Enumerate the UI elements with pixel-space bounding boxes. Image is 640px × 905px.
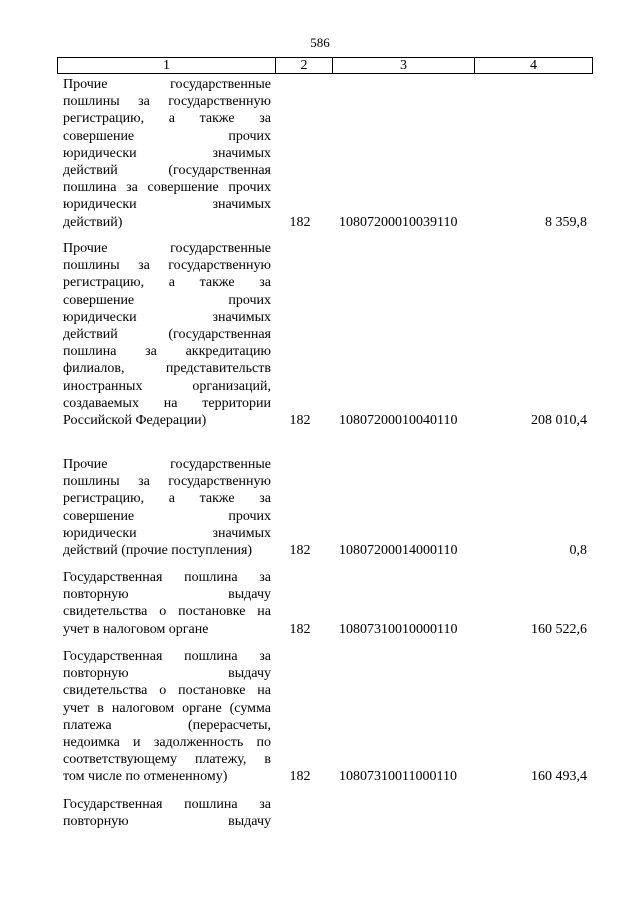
header-col-4: 4 xyxy=(474,58,592,73)
description-line: повторную выдачу xyxy=(63,666,271,682)
description-line: свидетельства о постановке на xyxy=(63,604,271,620)
amount-cell: 208 010,4 xyxy=(531,413,587,428)
header-col-1: 1 xyxy=(163,58,170,73)
description-line: юридически значимых xyxy=(63,525,271,541)
table-header xyxy=(57,57,593,74)
description-line: совершение прочих xyxy=(63,128,271,144)
description-line: повторную выдачу xyxy=(63,814,271,830)
description-line: юридически значимых xyxy=(63,197,271,213)
description-line: юридически значимых xyxy=(63,309,271,325)
description-line: пошлина за совершение прочих xyxy=(63,180,271,196)
description-line: соответствующему платежу, в xyxy=(63,752,271,768)
description-line: Государственная пошлина за xyxy=(63,797,271,812)
description-line: регистрацию, а также за xyxy=(63,111,271,127)
description-line: Российской Федерации) xyxy=(63,413,207,429)
amount-cell: 8 359,8 xyxy=(545,214,587,230)
code-cell: 182 xyxy=(289,214,311,230)
header-col-2: 2 xyxy=(275,58,332,73)
description-line: пошлина за аккредитацию xyxy=(63,344,271,360)
kbk-cell: 10807310011000110 xyxy=(339,769,457,785)
header-col-3: 3 xyxy=(332,58,474,73)
amount-cell: 160 493,4 xyxy=(531,769,587,785)
kbk-cell: 10807200010039110 xyxy=(339,214,458,230)
description-line: регистрацию, а также за xyxy=(63,491,271,507)
description-line: действий (государственная xyxy=(63,163,271,179)
description-line: Прочие государственные xyxy=(63,457,271,472)
row-description xyxy=(63,240,271,429)
description-line: учет в налоговом органе (сумма xyxy=(63,700,271,716)
row-description xyxy=(63,796,271,830)
description-line: создаваемых на территории xyxy=(63,395,271,411)
kbk-cell: 10807200014000110 xyxy=(339,543,458,558)
description-line: действий (прочие поступления) xyxy=(63,543,253,559)
description-line: пошлины за государственную xyxy=(63,94,271,110)
description-line: Прочие государственные xyxy=(63,77,271,92)
description-line: юридически значимых xyxy=(63,145,271,161)
description-line: том числе по отмененному) xyxy=(63,769,228,785)
page-number: 586 xyxy=(310,35,330,50)
amount-cell: 0,8 xyxy=(569,543,587,558)
description-line: повторную выдачу xyxy=(63,587,271,603)
row-description xyxy=(63,76,271,231)
description-line: пошлины за государственную xyxy=(63,474,271,490)
row-description xyxy=(63,569,271,638)
description-line: Государственная пошлина за xyxy=(63,570,271,585)
description-line: пошлины за государственную xyxy=(63,258,271,274)
kbk-cell: 10807200010040110 xyxy=(339,413,458,428)
description-line: регистрацию, а также за xyxy=(63,275,271,291)
description-line: платежа (перерасчеты, xyxy=(63,717,271,733)
description-line: совершение прочих xyxy=(63,292,271,308)
code-cell: 182 xyxy=(289,413,311,428)
description-line: Прочие государственные xyxy=(63,241,271,256)
code-cell: 182 xyxy=(289,621,311,637)
description-line: недоимка и задолженность по xyxy=(63,735,271,751)
description-line: филиалов, представительств xyxy=(63,361,271,377)
code-cell: 182 xyxy=(289,543,311,558)
kbk-cell: 10807310010000110 xyxy=(339,621,458,637)
description-line: действий (государственная xyxy=(63,327,271,343)
description-line: действий) xyxy=(63,214,123,230)
row-description xyxy=(63,648,271,786)
amount-cell: 160 522,6 xyxy=(531,621,587,637)
row-description xyxy=(63,456,271,559)
code-cell: 182 xyxy=(289,769,311,785)
description-line: совершение прочих xyxy=(63,508,271,524)
description-line: Государственная пошлина за xyxy=(63,649,271,664)
description-line: свидетельства о постановке на xyxy=(63,683,271,699)
description-line: учет в налоговом органе xyxy=(63,621,209,637)
description-line: иностранных организаций, xyxy=(63,378,271,394)
